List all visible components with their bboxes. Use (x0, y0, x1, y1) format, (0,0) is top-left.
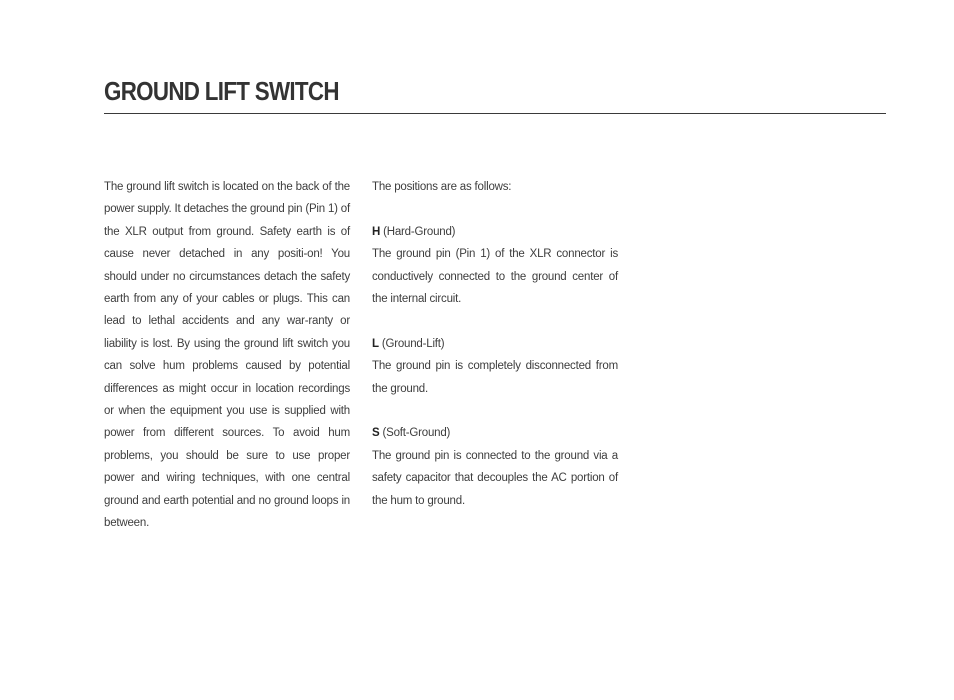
position-heading-hard-ground (372, 221, 618, 243)
positions-intro: The positions are as follows: (372, 181, 512, 193)
position-name-soft-ground: (Soft-Ground) (382, 427, 451, 440)
spacer (372, 400, 618, 422)
position-description-ground-lift: The ground pin is completely disconnected from the ground. (372, 360, 618, 395)
position-heading-soft-ground (372, 422, 618, 444)
position-key-s: S (372, 427, 380, 440)
position-heading-ground-lift (372, 333, 618, 355)
left-column (104, 176, 350, 535)
position-key-h: H (372, 225, 381, 238)
position-description-soft-ground: The ground pin is connected to the ground via a safety capacitor that decouples the AC portion of the hum to ground. (372, 449, 618, 507)
position-key-l: L (372, 337, 379, 350)
ground-lift-description: The ground lift switch is located on the back of the power supply. It detaches the ground pin (Pin 1) of the XLR output from ground. Safety earth is of cause never detached in any positi-on! You should under no circumstances detach the safety earth from any of your cables or plugs. This can lead to lethal accidents and any war-ranty or liability is lost. By using the ground lift switch you can solve hum problems caused by potential differences as might occur in location recordings or when the equipment you use is supplied with power from different sources. To avoid hum problems, you should be sure to use proper power and wiring techniques, with one central ground and earth potential and no ground loops in between. (104, 181, 350, 530)
position-description-hard-ground: The ground pin (Pin 1) of the XLR connector is conductively connected to the ground center of the internal circuit. (372, 248, 618, 306)
spacer (372, 310, 618, 332)
spacer (372, 198, 618, 220)
title-divider (104, 113, 886, 114)
position-name-ground-lift: (Ground-Lift) (381, 337, 445, 350)
right-column (372, 176, 618, 512)
position-name-hard-ground: (Hard-Ground) (383, 225, 456, 238)
section-title: GROUND LIFT SWITCH (104, 76, 339, 106)
